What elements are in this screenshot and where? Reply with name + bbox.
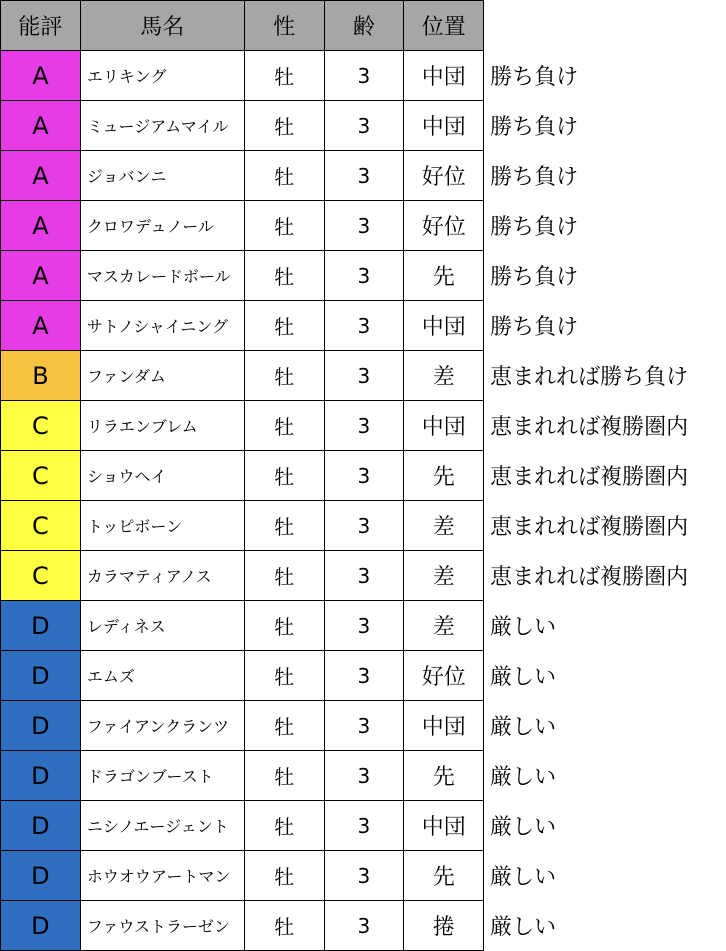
sex-cell: 牡 [244,51,324,101]
table-row [1,401,726,451]
comment-cell: 厳しい [484,601,726,651]
rating-cell: D [1,701,81,751]
age-cell: 3 [324,401,404,451]
table-row [1,351,726,401]
header-sex: 性 [244,1,324,51]
table-row [1,701,726,751]
rating-cell: D [1,851,81,901]
table-row [1,101,726,151]
sex-cell: 牡 [244,401,324,451]
sex-cell: 牡 [244,551,324,601]
rating-cell: C [1,451,81,501]
table-row [1,851,726,901]
table-row [1,151,726,201]
sex-cell: 牡 [244,851,324,901]
rating-cell: A [1,201,81,251]
age-cell: 3 [324,201,404,251]
rating-cell: D [1,751,81,801]
horse-name-cell: ファンダム [80,351,244,401]
position-cell: 中団 [404,51,484,101]
age-cell: 3 [324,101,404,151]
horse-name-cell: クロワデュノール [80,201,244,251]
age-cell: 3 [324,851,404,901]
position-cell: 中団 [404,301,484,351]
comment-cell: 恵まれれば勝ち負け [484,351,726,401]
position-cell: 好位 [404,201,484,251]
age-cell: 3 [324,651,404,701]
comment-cell: 厳しい [484,701,726,751]
rating-cell: C [1,551,81,601]
sex-cell: 牡 [244,701,324,751]
comment-cell: 厳しい [484,801,726,851]
horse-name-cell: リラエンブレム [80,401,244,451]
horse-name-cell: ホウオウアートマン [80,851,244,901]
sex-cell: 牡 [244,451,324,501]
comment-cell: 厳しい [484,651,726,701]
comment-cell: 勝ち負け [484,301,726,351]
header-comment-blank [484,1,726,51]
horse-name-cell: レディネス [80,601,244,651]
horse-name-cell: ファウストラーゼン [80,901,244,951]
horse-name-cell: エリキング [80,51,244,101]
rating-cell: D [1,801,81,851]
rating-cell: A [1,51,81,101]
comment-cell: 厳しい [484,751,726,801]
comment-cell: 厳しい [484,901,726,951]
horse-name-cell: ジョバンニ [80,151,244,201]
position-cell: 中団 [404,101,484,151]
position-cell: 捲 [404,901,484,951]
table-row [1,551,726,601]
rating-cell: A [1,151,81,201]
age-cell: 3 [324,451,404,501]
table-row [1,751,726,801]
horse-name-cell: トッピボーン [80,501,244,551]
rating-cell: D [1,901,81,951]
rating-cell: C [1,401,81,451]
age-cell: 3 [324,901,404,951]
position-cell: 差 [404,351,484,401]
rating-cell: A [1,301,81,351]
rating-cell: D [1,651,81,701]
comment-cell: 勝ち負け [484,101,726,151]
comment-cell: 恵まれれば複勝圏内 [484,551,726,601]
table-row [1,801,726,851]
rating-cell: C [1,501,81,551]
comment-cell: 勝ち負け [484,151,726,201]
table-row [1,451,726,501]
horse-name-cell: ニシノエージェント [80,801,244,851]
position-cell: 中団 [404,701,484,751]
table-row [1,601,726,651]
comment-cell: 厳しい [484,851,726,901]
position-cell: 先 [404,851,484,901]
horse-name-cell: エムズ [80,651,244,701]
age-cell: 3 [324,51,404,101]
table-row [1,201,726,251]
header-position: 位置 [404,1,484,51]
sex-cell: 牡 [244,151,324,201]
age-cell: 3 [324,801,404,851]
position-cell: 差 [404,601,484,651]
age-cell: 3 [324,301,404,351]
header-name: 馬名 [80,1,244,51]
sex-cell: 牡 [244,801,324,851]
sex-cell: 牡 [244,301,324,351]
position-cell: 先 [404,251,484,301]
age-cell: 3 [324,751,404,801]
table-row [1,301,726,351]
horse-name-cell: ファイアンクランツ [80,701,244,751]
table-row [1,251,726,301]
comment-cell: 勝ち負け [484,51,726,101]
position-cell: 差 [404,551,484,601]
sex-cell: 牡 [244,751,324,801]
age-cell: 3 [324,551,404,601]
comment-cell: 恵まれれば複勝圏内 [484,401,726,451]
age-cell: 3 [324,601,404,651]
sex-cell: 牡 [244,351,324,401]
table-body [1,51,726,951]
position-cell: 差 [404,501,484,551]
header-row [1,1,726,51]
horse-name-cell: サトノシャイニング [80,301,244,351]
comment-cell: 恵まれれば複勝圏内 [484,451,726,501]
position-cell: 中団 [404,401,484,451]
table-row [1,901,726,951]
table-row [1,501,726,551]
position-cell: 好位 [404,651,484,701]
sex-cell: 牡 [244,601,324,651]
sex-cell: 牡 [244,101,324,151]
sex-cell: 牡 [244,651,324,701]
rating-cell: B [1,351,81,401]
horse-name-cell: ドラゴンブースト [80,751,244,801]
position-cell: 先 [404,751,484,801]
rating-cell: A [1,251,81,301]
comment-cell: 恵まれれば複勝圏内 [484,501,726,551]
sex-cell: 牡 [244,201,324,251]
age-cell: 3 [324,701,404,751]
rating-cell: D [1,601,81,651]
sex-cell: 牡 [244,901,324,951]
rating-cell: A [1,101,81,151]
age-cell: 3 [324,351,404,401]
table-row [1,651,726,701]
position-cell: 先 [404,451,484,501]
sex-cell: 牡 [244,501,324,551]
table-row [1,51,726,101]
comment-cell: 勝ち負け [484,251,726,301]
comment-cell: 勝ち負け [484,201,726,251]
header-age: 齢 [324,1,404,51]
age-cell: 3 [324,151,404,201]
age-cell: 3 [324,251,404,301]
age-cell: 3 [324,501,404,551]
header-rating: 能評 [1,1,81,51]
horse-name-cell: ミュージアムマイル [80,101,244,151]
horse-name-cell: ショウヘイ [80,451,244,501]
position-cell: 好位 [404,151,484,201]
horse-name-cell: マスカレードボール [80,251,244,301]
horse-name-cell: カラマティアノス [80,551,244,601]
position-cell: 中団 [404,801,484,851]
sex-cell: 牡 [244,251,324,301]
